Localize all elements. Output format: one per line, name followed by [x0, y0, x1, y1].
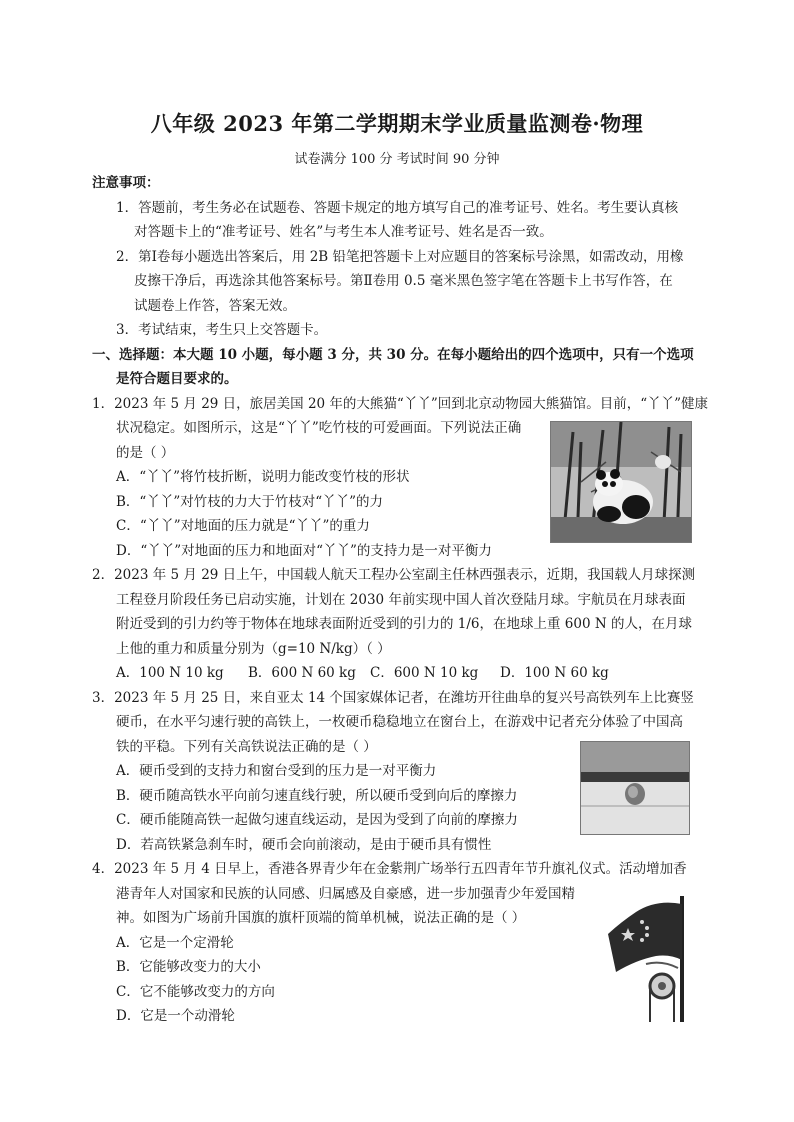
- question-1-option-d: D．“丫丫”对地面的压力和地面对“丫丫”的支持力是一对平衡力: [116, 543, 492, 559]
- question-2-option-b: B．600 N 60 kg: [248, 665, 356, 681]
- question-4-option-d: D．它是一个动滑轮: [116, 1008, 235, 1024]
- question-1-option-a: A．“丫丫”将竹枝折断，说明力能改变竹枝的形状: [116, 469, 410, 485]
- section-heading: 一、选择题：本大题 10 小题，每小题 3 分，共 30 分。在每小题给出的四个选项中，只有一个选项: [92, 347, 694, 363]
- question-3-stem: 铁的平稳。下列有关高铁说法正确的是（ ）: [116, 739, 377, 755]
- notice-line: 对答题卡上的“准考证号、姓名”与考生本人准考证号、姓名是否一致。: [134, 224, 553, 240]
- page-title: 八年级 2023 年第二学期期末学业质量监测卷·物理: [150, 111, 644, 136]
- question-4-option-b: B．它能够改变力的大小: [116, 959, 261, 975]
- question-4-option-c: C．它不能够改变力的方向: [116, 984, 275, 1000]
- question-2-stem: 上他的重力和质量分别为（g=10 N/kg）（ ）: [116, 641, 391, 657]
- question-4-option-a: A．它是一个定滑轮: [116, 935, 234, 951]
- question-1-option-c: C．“丫丫”对地面的压力就是“丫丫”的重力: [116, 518, 370, 534]
- notice-line: 1．答题前，考生务必在试题卷、答题卡规定的地方填写自己的准考证号、姓名。考生要认真核: [116, 200, 679, 216]
- question-1-option-b: B．“丫丫”对竹枝的力大于竹枝对“丫丫”的力: [116, 494, 384, 510]
- question-4-stem: 神。如图为广场前升国旗的旗杆顶端的简单机械，说法正确的是（ ）: [116, 910, 526, 926]
- notice-line: 试题卷上作答，答案无效。: [134, 298, 296, 314]
- question-3-option-a: A．硬币受到的支持力和窗台受到的压力是一对平衡力: [116, 763, 437, 779]
- notice-line: 3．考试结束，考生只上交答题卡。: [116, 322, 328, 338]
- question-1-stem: 的是（ ）: [116, 445, 175, 461]
- flagpole-pulley-photo: [606, 894, 694, 1024]
- question-2-option-a: A．100 N 10 kg: [116, 665, 224, 681]
- question-3-stem: 硬币，在水平匀速行驶的高铁上，一枚硬币稳稳地立在窗台上，在游戏中记者充分体验了中国高: [116, 714, 683, 730]
- panda-eating-bamboo-photo: [550, 421, 692, 543]
- exam-info: 试卷满分 100 分 考试时间 90 分钟: [294, 152, 500, 167]
- coin-on-windowsill-photo: [580, 741, 690, 835]
- section-heading: 是符合题目要求的。: [116, 371, 238, 387]
- question-3-stem: 3．2023 年 5 月 25 日，来自亚太 14 个国家媒体记者，在潍坊开往曲阜的复兴号高铁列车上比赛竖: [92, 690, 694, 706]
- notice-line: 皮擦干净后，再选涂其他答案标号。第Ⅱ卷用 0.5 毫米黑色签字笔在答题卡上书写作答，在: [134, 273, 673, 289]
- notice-line: 2．第Ⅰ卷每小题选出答案后，用 2B 铅笔把答题卡上对应题目的答案标号涂黑，如需改动，用橡: [116, 249, 684, 265]
- question-2-stem: 工程登月阶段任务已启动实施，计划在 2030 年前实现中国人首次登陆月球。宇航员在月球表面: [116, 592, 686, 608]
- question-2-stem: 2．2023 年 5 月 29 日上午，中国载人航天工程办公室副主任林西强表示，近期，我国载人月球探测: [92, 567, 696, 583]
- question-2-stem: 附近受到的引力约等于物体在地球表面附近受到的引力的 1/6，在地球上重 600 N 的人，在月球: [116, 616, 692, 632]
- question-3-option-c: C．硬币能随高铁一起做匀速直线运动，是因为受到了向前的摩擦力: [116, 812, 518, 828]
- question-3-option-d: D．若高铁紧急刹车时，硬币会向前滚动，是由于硬币具有惯性: [116, 837, 492, 853]
- question-1-stem: 1．2023 年 5 月 29 日，旅居美国 20 年的大熊猫“丫丫”回到北京动物园大熊猫馆。目前，“丫丫”健康: [92, 396, 709, 412]
- notice-heading: 注意事项：: [92, 175, 160, 191]
- question-2-option-c: C．600 N 10 kg: [370, 665, 479, 681]
- question-1-stem: 状况稳定。如图所示，这是“丫丫”吃竹枝的可爱画面。下列说法正确: [116, 420, 522, 436]
- question-4-stem: 港青年人对国家和民族的认同感、归属感及自豪感，进一步加强青少年爱国精: [116, 886, 575, 902]
- question-4-stem: 4．2023 年 5 月 4 日早上，香港各界青少年在金紫荆广场举行五四青年节升旗礼仪式。活动增加香: [92, 861, 687, 877]
- question-3-option-b: B．硬币随高铁水平向前匀速直线行驶，所以硬币受到向后的摩擦力: [116, 788, 518, 804]
- question-2-option-d: D．100 N 60 kg: [500, 665, 609, 681]
